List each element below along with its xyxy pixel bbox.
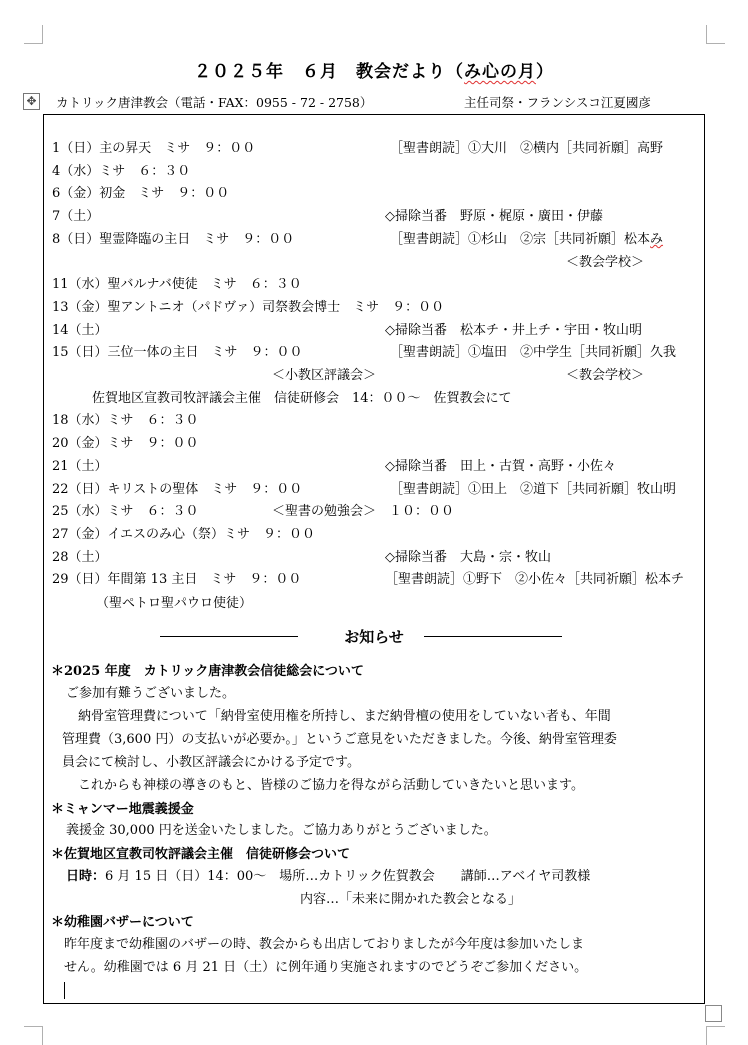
section-heading: ＊佐賀地区宣教司牧評議会主催 信徒研修会ついて — [51, 847, 351, 862]
schedule-row-left: 21（土） — [52, 459, 108, 474]
schedule-row-left: 8（日）聖霊降臨の主日 ミサ ９：００ — [52, 232, 295, 247]
schedule-row-left: 11（水）聖バルナバ使徒 ミサ ６：３０ — [52, 277, 302, 292]
schedule-row-right: ◇掃除当番 松本チ・井上チ・宇田・牧山明 — [385, 323, 642, 338]
page-corner-mark — [706, 1026, 725, 1045]
schedule-row-right-text: ［聖書朗読］①杉山 ②宗［共同祈願］松本 — [390, 232, 651, 247]
schedule-row-right — [390, 231, 663, 249]
page-corner-mark — [24, 1026, 43, 1045]
section-heading: ＊幼稚園バザーについて — [51, 915, 194, 930]
schedule-row-right: ［聖書朗読］①大川 ②横内［共同祈願］高野 — [390, 141, 664, 156]
schedule-row-right: ［聖書朗読］①塩田 ②中学生［共同祈願］久我 — [390, 345, 677, 360]
schedule-row-right: ＜聖書の勉強会＞ １０：００ — [272, 504, 455, 519]
date-value: 6 月 15 日（日）14：00～ 場所…カトリック佐賀教会 講師…アベイヤ司教様 — [105, 869, 591, 884]
section-line: これからも神様の導きのもと、皆様のご協力を得ながら活動していきたいと思います。 — [78, 778, 584, 793]
schedule-row-right: ◇掃除当番 野原・梶原・廣田・伊藤 — [385, 209, 603, 224]
schedule-row-left: 6（金）初金 ミサ ９：００ — [52, 186, 230, 201]
church-contact: カトリック唐津教会（電話・FAX：0955 - 72 - 2758） — [56, 95, 373, 110]
section-line: 管理費（3,600 円）の支払いが必要か。」というご意見をいただきました。今後、納骨室管理委 — [62, 732, 617, 747]
schedule-row-left: 14（土） — [52, 323, 108, 338]
section-heading: ＊2025 年度 カトリック唐津教会信徒総会について — [51, 664, 364, 679]
schedule-row-left: 佐賀地区宣教司牧評議会主催 信徒研修会 14：００～ 佐賀教会にて — [92, 391, 512, 406]
date-label: 日時： — [66, 869, 106, 884]
schedule-row-right: ◇掃除当番 大島・宗・牧山 — [385, 550, 551, 565]
schedule-row-left: 22（日）キリストの聖体 ミサ ９：００ — [52, 482, 303, 497]
page-title — [0, 57, 748, 82]
section-line: 義援金 30,000 円を送金いたしました。ご協力ありがとうございました。 — [66, 823, 497, 838]
text-cursor[interactable] — [64, 982, 65, 999]
table-resize-handle-icon[interactable] — [705, 1005, 722, 1022]
schedule-row-left: 1（日）主の昇天 ミサ ９：００ — [52, 141, 256, 156]
event-content-line: 内容…「未来に開かれた教会となる」 — [300, 892, 522, 907]
schedule-row-left: 7（土） — [52, 209, 100, 224]
title-spellcheck-word: み心の月 — [464, 62, 536, 82]
page-corner-mark — [706, 25, 725, 44]
event-date-line — [66, 865, 590, 888]
notice-heading — [0, 625, 748, 645]
title-main: ２０２５年 ６月 教会だより（ — [194, 62, 464, 82]
notice-title: お知らせ — [344, 628, 404, 646]
schedule-row-left: 13（金）聖アントニオ（パドヴァ）司祭教会博士 ミサ ９：００ — [52, 300, 445, 315]
section-line: 納骨室管理費について「納骨室使用権を所持し、まだ納骨檀の使用をしていない者も、年間 — [78, 709, 611, 724]
table-move-handle-icon[interactable]: ✥ — [23, 93, 40, 110]
page-corner-mark — [24, 25, 43, 44]
section-heading: ＊ミャンマー地震義援金 — [51, 802, 194, 817]
schedule-row-left: （聖ペトロ聖パウロ使徒） — [96, 596, 253, 611]
schedule-row-left: 25（水）ミサ ６：３０ — [52, 504, 199, 519]
schedule-row-left: 28（土） — [52, 550, 108, 565]
schedule-row-left: 29（日）年間第 13 主日 ミサ ９：００ — [52, 572, 302, 587]
schedule-row-left: 20（金）ミサ ９：００ — [52, 436, 199, 451]
divider — [424, 636, 562, 637]
pastor-name: 主任司祭・フランシスコ江夏國彦 — [464, 95, 651, 110]
schedule-row-left: ＜小教区評議会＞ — [272, 368, 377, 383]
spellcheck-char: み — [650, 232, 664, 247]
title-end: ） — [536, 62, 554, 82]
schedule-row-right: ［聖書朗読］①田上 ②道下［共同祈願］牧山明 — [390, 482, 677, 497]
schedule-row-left: 27（金）イエスのみ心（祭）ミサ ９：００ — [52, 527, 316, 542]
schedule-row-left: 15（日）三位一体の主日 ミサ ９：００ — [52, 345, 303, 360]
section-line: ご参加有難うございました。 — [66, 686, 236, 701]
schedule-row-right: ◇掃除当番 田上・古賀・高野・小佐々 — [385, 459, 616, 474]
schedule-row-right: ＜教会学校＞ — [566, 368, 645, 383]
section-line: せん。幼稚園では 6 月 21 日（土）に例年通り実施されますのでどうぞご参加ください。 — [64, 960, 588, 975]
schedule-row-right: ［聖書朗読］①野下 ②小佐々［共同祈願］松本チ — [385, 572, 685, 587]
section-line: 昨年度まで幼稚園のバザーの時、教会からも出店しておりましたが今年度は参加いたしま — [64, 937, 585, 952]
schedule-row-left: 18（水）ミサ ６：３０ — [52, 413, 199, 428]
section-line: 員会にて検討し、小教区評議会にかける予定です。 — [62, 755, 360, 770]
schedule-row-right: ＜教会学校＞ — [566, 255, 645, 270]
schedule-row-left: 4（水）ミサ ６：３０ — [52, 164, 191, 179]
